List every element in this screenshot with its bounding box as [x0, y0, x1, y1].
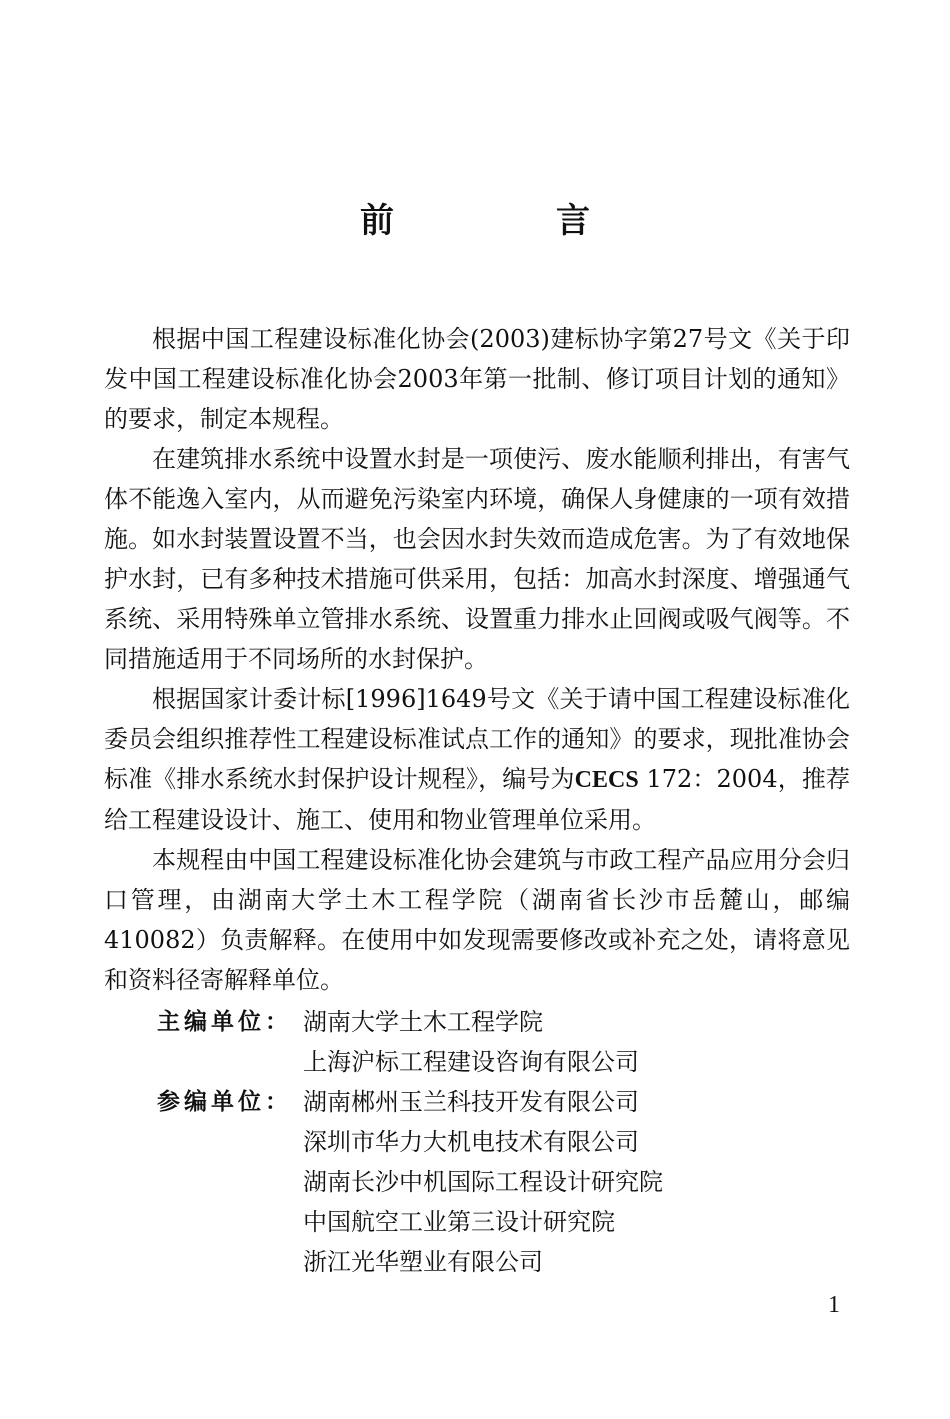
participating-unit: 中国航空工业第三设计研究院	[303, 1208, 615, 1236]
foreword-body	[104, 319, 850, 1000]
unit-label-spacer	[157, 1242, 303, 1282]
approval-text-after: 172：2004，推荐给工程建设设计、施工、使用和物业管理单位采用。	[104, 765, 850, 834]
participating-unit: 湖南郴州玉兰科技开发有限公司	[303, 1088, 639, 1116]
participating-unit-row-2	[157, 1122, 663, 1162]
standard-code: CECS	[574, 767, 639, 793]
participating-unit-row-1	[157, 1082, 663, 1122]
editor-unit: 上海沪标工程建设咨询有限公司	[303, 1048, 639, 1076]
unit-label-spacer	[157, 1162, 303, 1202]
approval-text-before: 根据国家计委计标[1996]1649号文《关于请中国工程建设标准化委员会组织推荐性工程建设标准试点工作的通知》的要求，现批准协会标准《排水系统水封保护设计规程》，编号为	[104, 685, 850, 793]
participating-units-label: 参编单位：	[157, 1089, 292, 1115]
editor-unit-row-1	[157, 1002, 663, 1042]
units-list	[157, 1002, 663, 1282]
page-number: 1	[828, 1292, 840, 1318]
participating-unit-row-4	[157, 1202, 663, 1242]
participating-unit: 湖南长沙中机国际工程设计研究院	[303, 1168, 663, 1196]
paragraph-water-seal: 在建筑排水系统中设置水封是一项使污、废水能顺利排出，有害气体不能逸入室内，从而避免污染室内环境，确保人身健康的一项有效措施。如水封装置设置不当，也会因水封失效而造成危害。为了有效地保护水封，已有多种技术措施可供采用，包括：加高水封深度、增强通气系统、采用特殊单立管排水系统、设置重力排水止回阀或吸气阀等。不同措施适用于不同场所的水封保护。	[104, 445, 850, 673]
editor-units-label: 主编单位：	[157, 1009, 292, 1035]
paragraph-management: 本规程由中国工程建设标准化协会建筑与市政工程产品应用分会归口管理，由湖南大学土木工程学院（湖南省长沙市岳麓山，邮编410082）负责解释。在使用中如发现需要修改或补充之处，请将意见和资料径寄解释单位。	[104, 846, 850, 994]
paragraph-basis: 根据中国工程建设标准化协会(2003)建标协字第27号文《关于印发中国工程建设标准化协会2003年第一批制、修订项目计划的通知》的要求，制定本规程。	[104, 325, 850, 433]
participating-unit-row-3	[157, 1162, 663, 1202]
editor-unit: 湖南大学土木工程学院	[303, 1008, 543, 1036]
participating-unit-row-5	[157, 1242, 663, 1282]
page-title: 前 言	[360, 201, 654, 241]
unit-label-spacer	[157, 1042, 303, 1082]
participating-unit: 深圳市华力大机电技术有限公司	[303, 1128, 639, 1156]
unit-label-spacer	[157, 1122, 303, 1162]
paragraph-approval	[104, 679, 850, 840]
editor-unit-row-2	[157, 1042, 663, 1082]
unit-label-spacer	[157, 1202, 303, 1242]
participating-unit: 浙江光华塑业有限公司	[303, 1248, 543, 1276]
